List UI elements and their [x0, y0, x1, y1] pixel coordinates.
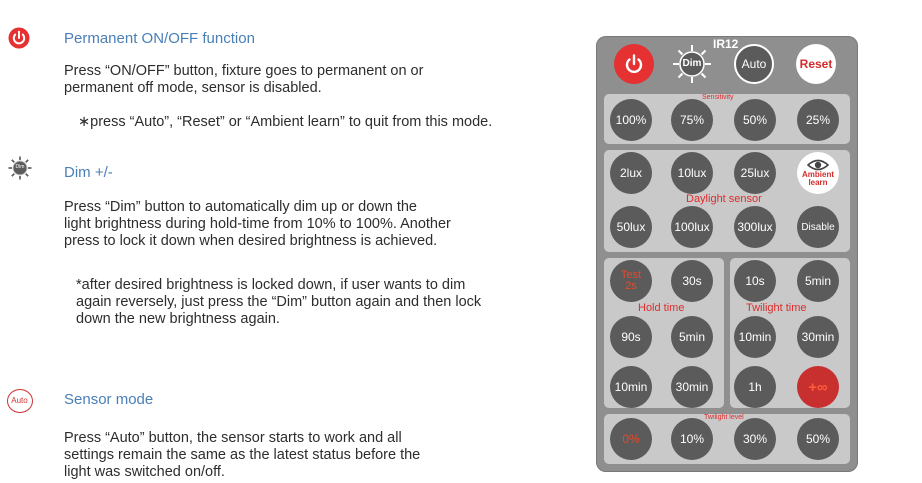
- hold-5min[interactable]: 5min: [671, 316, 713, 358]
- dim-button-label: Dim: [682, 58, 702, 69]
- ambient-learn-button[interactable]: [797, 152, 839, 194]
- onoff-button[interactable]: [614, 44, 654, 84]
- auto-title: Sensor mode: [64, 391, 154, 408]
- dim-body: Press “Dim” button to automatically dim up or down the light brightness during hold-time from 10% to 100%. Another press to lock it down when desired brightness is achieved.: [64, 199, 451, 249]
- daylight-50lux[interactable]: 50lux: [610, 206, 652, 248]
- hold-test-label: Test 2s: [620, 269, 642, 292]
- sensitivity-25[interactable]: 25%: [797, 99, 839, 141]
- twilight-10s[interactable]: 10s: [734, 260, 776, 302]
- daylight-2lux[interactable]: 2lux: [610, 152, 652, 194]
- onoff-title: Permanent ON/OFF function: [64, 30, 255, 47]
- auto-icon-label: Auto: [11, 396, 28, 405]
- reset-button[interactable]: Reset: [796, 44, 836, 84]
- twilight-infinity[interactable]: [797, 366, 839, 408]
- ir-remote: [596, 36, 858, 472]
- sensitivity-50[interactable]: 50%: [734, 99, 776, 141]
- daylight-100lux[interactable]: 100lux: [671, 206, 713, 248]
- sensitivity-100[interactable]: 100%: [610, 99, 652, 141]
- power-icon: [621, 51, 647, 77]
- twilight-1h[interactable]: 1h: [734, 366, 776, 408]
- twilight-time-label: Twilight time: [746, 302, 807, 314]
- sensitivity-75[interactable]: 75%: [671, 99, 713, 141]
- dim-title: Dim +/-: [64, 164, 113, 181]
- hold-test-2s[interactable]: [610, 260, 652, 302]
- daylight-10lux[interactable]: 10lux: [671, 152, 713, 194]
- twilight-level-0-label: 0%: [622, 431, 640, 446]
- dim-button[interactable]: [672, 44, 712, 84]
- daylight-disable[interactable]: Disable: [797, 206, 839, 248]
- ambient-learn-label: Ambient learn: [802, 170, 834, 187]
- dim-icon-label: Dim: [15, 164, 25, 170]
- twilight-level-50[interactable]: 50%: [797, 418, 839, 460]
- hold-30s[interactable]: 30s: [671, 260, 713, 302]
- twilight-level-10[interactable]: 10%: [671, 418, 713, 460]
- dim-note: *after desired brightness is locked down, if user wants to dim again reversely, just press the “Dim” button again and then lock down the new brightness again.: [76, 277, 482, 327]
- onoff-body: Press “ON/OFF” button, fixture goes to permanent on or permanent off mode, sensor is disabled.: [64, 63, 424, 96]
- dim-icon: [8, 156, 32, 180]
- twilight-level-0[interactable]: [610, 418, 652, 460]
- auto-body: Press “Auto” button, the sensor starts to work and all settings remain the same as the latest status before the light was switched on/off.: [64, 430, 421, 480]
- daylight-25lux[interactable]: 25lux: [734, 152, 776, 194]
- twilight-10min[interactable]: 10min: [734, 316, 776, 358]
- auto-icon: [7, 389, 33, 413]
- hold-30min[interactable]: 30min: [671, 366, 713, 408]
- auto-button[interactable]: Auto: [734, 44, 774, 84]
- power-icon: [8, 27, 30, 49]
- hold-10min[interactable]: 10min: [610, 366, 652, 408]
- infinity-label: +∞: [808, 378, 828, 396]
- twilight-30min[interactable]: 30min: [797, 316, 839, 358]
- daylight-sensor-label: Daylight sensor: [686, 193, 762, 205]
- remote-model: IR12: [713, 37, 739, 51]
- twilight-level-label: Twilight level: [704, 414, 744, 421]
- hold-time-label: Hold time: [638, 302, 685, 314]
- twilight-5min[interactable]: 5min: [797, 260, 839, 302]
- sensitivity-label: Sensitivity: [702, 94, 734, 101]
- hold-90s[interactable]: 90s: [610, 316, 652, 358]
- daylight-300lux[interactable]: 300lux: [734, 206, 776, 248]
- twilight-level-30[interactable]: 30%: [734, 418, 776, 460]
- onoff-note: ∗press “Auto”, “Reset” or “Ambient learn” to quit from this mode.: [78, 114, 493, 130]
